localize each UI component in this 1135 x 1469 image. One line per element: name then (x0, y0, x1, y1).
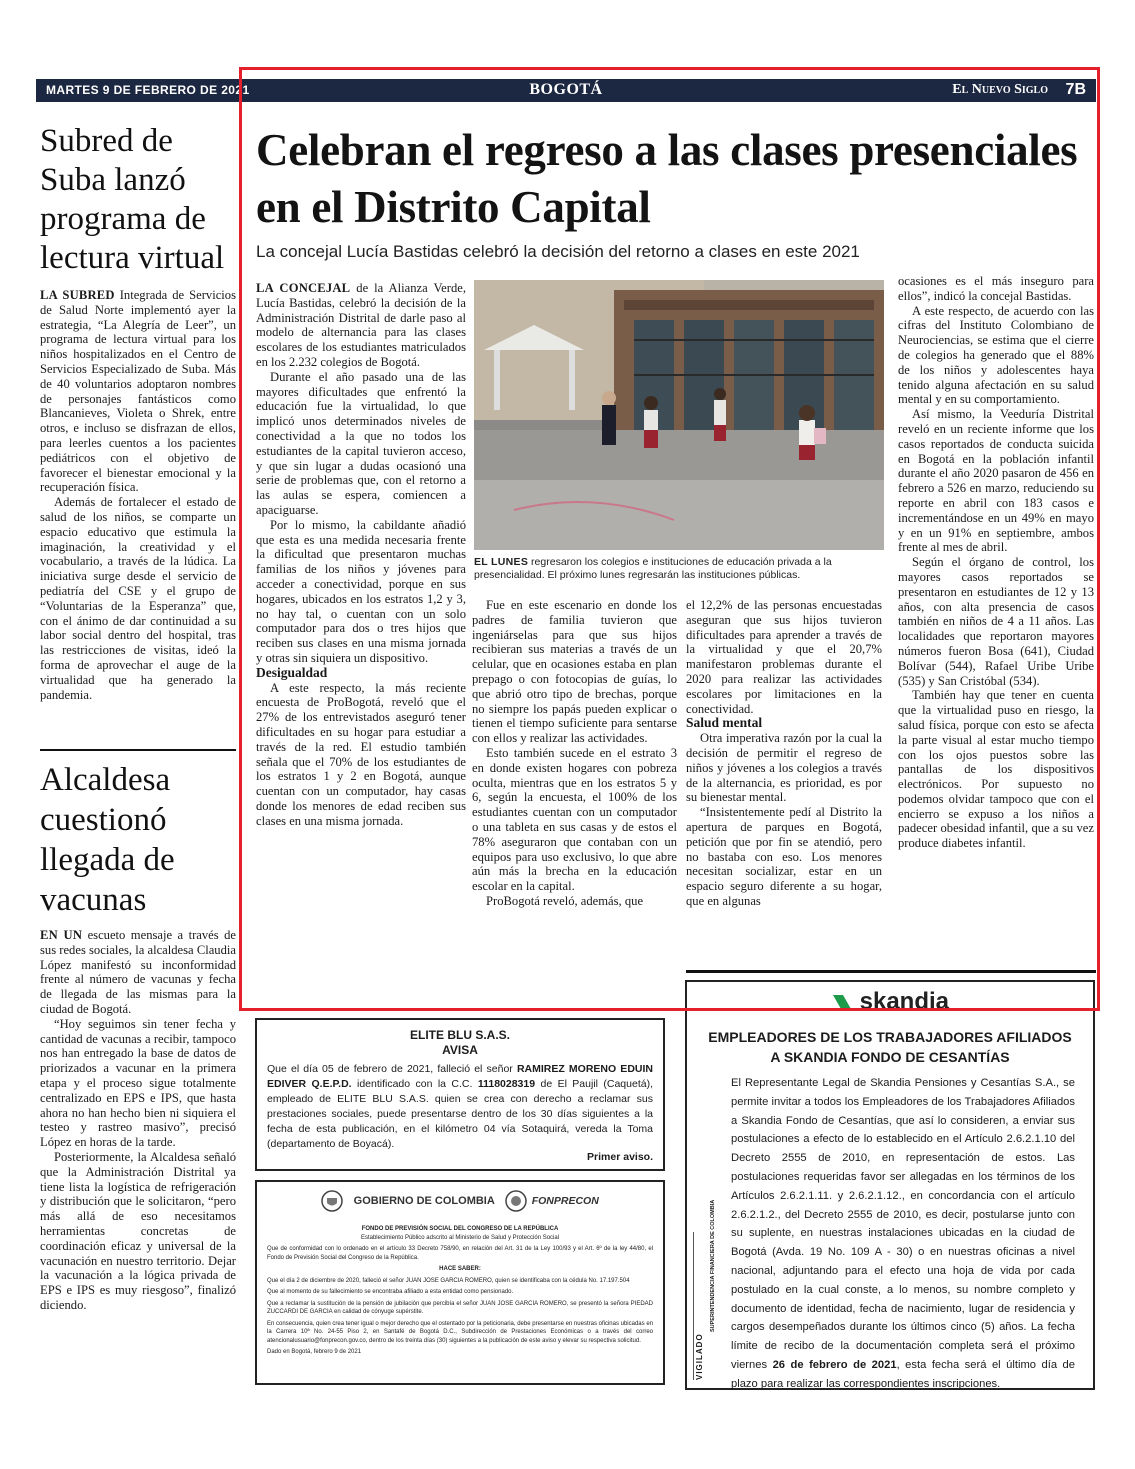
notice-text (731, 1074, 1075, 1394)
notice-elite-blu (255, 1018, 665, 1171)
paragraph: ProBogotá reveló, además, que (486, 893, 644, 908)
skandia-arrow-icon (831, 993, 853, 1011)
notice-paragraph: Que a reclamar la sustitución de la pensión de jubilación que percibía el señor JUAN JOSE GARCIA ROMERO, se presentó la señora PIEDAD ZUCCARDI DE GARCIA en calidad de cónyuge supérstite. (267, 1300, 653, 1315)
subheading-desigualdad: Desigualdad (256, 664, 328, 680)
logos-row (257, 1190, 663, 1222)
paragraph: Por lo mismo, la cabildante añadió que esta es una medida necesaria frente la dificultad que presentaron muchas familias de los niños y jóvenes para acceder a conectividad, porque en sus hogares, ubicados en los estratos 1,2 y 3, no hay tal, o cuentan con un solo computador para dos o tres hijos que reciben sus clases en una misma jornada y otras sin siquiera un dispositivo. (256, 517, 466, 665)
fonprecon-logo-text: FONPRECON (531, 1195, 599, 1207)
paragraph: Así mismo, la Veeduría Distrital reveló en un reciente informe que los casos reportados de conducta suicida en Bogotá en la población infantil durante el año 2020 pasaron de 456 en febrero a 526 en marzo, reduciendo su reporte en abril con 183 casos e incrementándose en un 49% en mayo y en un 91% en septiembre, ambos frente al mes de abril. (898, 407, 1094, 555)
newspaper-name: El Nuevo Siglo (952, 82, 1048, 97)
paragraph: A este respecto, de acuerdo con las cifras del Instituto Colombiano de Neurociencias, se estima que el cierre de colegios ha generado que el 88% de los niños y adolescentes haya tenido alguna afectación en su salud mental y en su comportamiento. (898, 303, 1094, 407)
text-part: de El Paujil (Caquetá), empleado de ELITE BLU S.A.S. quien se crea con derecho a reclamar sus prestaciones sociales, puede presentarse dentro de los 30 días siguientes a la fecha de esta publicación, en el kilómetro 04 vía Sotaquirá, vereda la Toma (departamento de Boyacá). (267, 1078, 653, 1150)
notice-skandia (685, 980, 1095, 1390)
section-name: BOGOTÁ (529, 81, 603, 98)
notice-paragraph: Que el día 2 de diciembre de 2020, falleció el señor JUAN JOSE GARCIA ROMERO, quien se identificaba con la cédula No. 17.197.504 (267, 1277, 630, 1284)
paragraph: escueto mensaje a través de sus redes sociales, la alcaldesa Claudia López manifestó su inconformidad frente al número de vacunas y fecha de llegada de las mismas para la ciudad de Bogotá. (40, 928, 236, 1016)
paragraph: Además de fortalecer el estado de salud de los niños, se comparte un espacio educativo que estimula la imaginación, la creatividad y el vocabulario, a través de la lúdica. La iniciativa surge desde el servicio de pediatría del CSE y el grupo de “Voluntarias de la Esperanza” que, con el ánimo de dar continuidad a su labor social dentro del hospital, tras las restricciones de visitas, ideó la forma de aprovechar el auge de la virtualidad que ha generado la pandemia. (40, 495, 236, 702)
notice-company: ELITE BLU S.A.S. (409, 1028, 510, 1042)
superintendencia-text: SUPERINTENDENCIA FINANCIERA DE COLOMBIA (710, 1199, 716, 1332)
notice-footer: Primer aviso. (587, 1151, 653, 1163)
notice-heading: EMPLEADORES DE LOS TRABAJADORES AFILIADOS A SKANDIA FONDO DE CESANTÍAS (708, 1029, 1072, 1065)
deceased-name: RAMIREZ MORENO EDUIN EDIVER Q.E.P.D. (267, 1063, 653, 1090)
main-column-3 (686, 598, 882, 958)
paragraph: A este respecto, la más reciente encuesta de ProBogotá, reveló que el 27% de los entrevistados aseguró tener dificultades en su hogar para estudiar a través de la red. El estudio también señala que el 70% de los estudiantes de los estratos 1 y 2 en Bogotá, aunque cuentan con un computador, hay casas donde los menores de edad reciben sus clases en una misma jornada. (256, 680, 466, 828)
caption-lead: EL LUNES (474, 556, 529, 568)
caption-text: regresaron los colegios e instituciones de educación privada a la presencialidad. El próximo lunes regresarán las instituciones públicas. (474, 556, 832, 581)
main-column-2 (472, 598, 677, 986)
page-header (36, 79, 1096, 102)
issue-date: MARTES 9 DE FEBRERO DE 2021 (46, 83, 250, 97)
page-number: 7B (1065, 81, 1086, 98)
story-lead: EN UN (40, 928, 83, 942)
paragraph: Durante el año pasado una de las mayores dificultades que enfrentó la educación fue la virtualidad, lo que implicó unos determinados niveles de conectividad a la que no todos los estudiantes de la capital tuvieron acceso, y que sin lugar a dudas ocasionó una serie de problemas que, con el retorno a las aulas se espera, comiencen a apaciguarse. (256, 369, 466, 517)
story-title-subred: Subred de Suba lanzó programa de lectura virtual (40, 123, 225, 276)
paragraph: Esto también sucede en el estrato 3 en donde existen hogares con pobreza oculta, mientras que en los estratos 5 y 6, según la encuesta, el 100% de los estudiantes cuentan con un computador o una tableta en sus casas y de estos el 78% aseguraron que contaban con un equipos para uso exclusivo, lo que abre aún más la brecha en la educación escolar en la capital. (472, 745, 677, 894)
school-photo-illustration (474, 280, 884, 550)
fonprecon-emblem-icon (505, 1190, 527, 1212)
notice-hace-saber: HACE SABER: (439, 1266, 481, 1272)
notice-paragraph: Que de conformidad con lo ordenado en el artículo 33 Decreto 758/90, en relación del Art. 31 de la Ley 100/93 y el Art. 6º de la ley 44/80, el Fondo de Previsión Social del Congreso de la República. (267, 1246, 653, 1261)
story-body-alcaldesa (40, 928, 236, 1388)
main-subtitle: La concejal Lucía Bastidas celebró la decisión del retorno a clases en este 2021 (256, 242, 860, 261)
vigilado-mark (693, 1199, 718, 1380)
paragraph: Otra imperativa razón por la cual la decisión de permitir el regreso de niños y jóvenes a los colegios a través de la alternancia, es prioridad, es por su bienestar mental. (686, 731, 882, 805)
story-lead: LA CONCEJAL (256, 281, 351, 295)
skandia-logo (687, 988, 1093, 1016)
photo-caption (474, 556, 884, 582)
skandia-logo-text: skandia (859, 988, 950, 1015)
notice-heading: AVISA (442, 1043, 478, 1057)
vigilado-text: VIGILADO (695, 1333, 704, 1380)
notice-text (267, 1062, 653, 1152)
story-title-alcaldesa: Alcaldesa cuestionó llegada de vacunas (40, 762, 175, 918)
notice-paragraph: En consecuencia, quien crea tener igual o mejor derecho que el ostentado por la peticionaria, debe presentarse en nuestras oficinas ubicadas en la Carrera 10ª No. 24-55 Piso 2, en Santafé de Bogotá D.C., Subdirección de Prestaciones Económicas o a través del correo atencionalusuario@fonprecon.gov.co, dentro de los treinta días (30) siguientes a la publicación de este aviso y elevar su respectiva solicitud. (267, 1320, 653, 1344)
divider (40, 749, 236, 751)
text-part: identificado con la C.C. (351, 1078, 478, 1090)
text-part: Que el día 05 de febrero de 2021, falleció el señor (267, 1063, 517, 1075)
gov-logo-text: GOBIERNO DE COLOMBIA (353, 1195, 495, 1207)
main-column-4 (898, 274, 1094, 958)
paragraph: Posteriormente, la Alcaldesa señaló que la Administración Distrital ya tiene lista la logística de refrigeración y distribución que le solicitaron, “pero más allá de eso necesitamos herramientas concretas de coordinación eficaz y universal de la vacunación en nuestro territorio. Dejar la vacunación a la lógica privada de EPS e IPS es muy riesgoso”, finalizó diciendo. (40, 1149, 236, 1312)
divider (686, 970, 1096, 973)
subheading-salud-mental: Salud mental (686, 715, 763, 731)
paragraph: Según el órgano de control, los mayores casos reportados se presentaron en estudiantes de 12 y 13 años, con alta presencia de casos también en niños de 4 a 11 años. Las localidades que reportaron mayores números fueron Bosa (641), Ciudad Bolívar (544), Rafael Uribe Uribe (535) y San Cristóbal (534). (898, 555, 1094, 688)
main-column-1 (256, 281, 466, 989)
paragraph: “Insistentemente pedí al Distrito la apertura de parques en Bogotá, petición que por fin se atendió, pero no bastaba con eso. Los menores necesitan socializar, estar en un espacio seguro diferente a su hogar, que en algunas (686, 805, 882, 908)
paragraph: “Hoy seguimos sin tener fecha y cantidad de vacunas a recibir, tampoco nos han entregado la base de datos de priorizados a vacunar en la primera etapa y el proceso sigue totalmente centralizado en EPS e IPS, que hasta ahora no han hecho bien ni siquiera el testeo y rastreo masivo”, precisó López en horas de la tarde. (40, 1016, 236, 1150)
org-name: FONDO DE PREVISIÓN SOCIAL DEL CONGRESO DE LA REPÚBLICA (361, 1226, 559, 1232)
coat-of-arms-icon (321, 1190, 343, 1212)
org-subtitle: Establecimiento Público adscrito al Ministerio de Salud y Protección Social (360, 1234, 560, 1241)
text-part: El Representante Legal de Skandia Pensiones y Cesantías S.A., se permite invitar a todos los Empleadores de los Trabajadores Afiliados a Skandia Fondo de Cesantías, que así lo consideren, a enviar sus postulaciones a efecto de lo establecido en el Artículo 2.6.2.1.10 del Decreto 2555 de 2010, en representación de estos. Las postulaciones requeridas favor ser allegadas en los términos de los Artículos 2.6.2.1.11. y 2.6.2.1.12., en concordancia con el artículo 2.6.2.1.2., del Decreto 2555 de 2010, es decir, postularse junto con su suplente, en nuestras instalaciones ubicadas en la ciudad de Bogotá (Avda. 19 No. 109 A - 30) o en nuestras oficinas a nivel nacional, adjuntando para el efecto una hoja de vida por cada postulado en la cual conste, a lo menos, su nombre completo y documento de identidad, fecha de nacimiento, lugar de residencia y cargos desempeñados durante los últimos cinco (5) años. La fecha límite de recibo de la documentación completa será el próximo viernes (731, 1077, 1075, 1371)
deadline-date: 26 de febrero de 2021 (772, 1358, 897, 1371)
notice-date: Dado en Bogotá, febrero 9 de 2021 (267, 1349, 362, 1355)
notice-fonprecon (255, 1180, 665, 1385)
story-lead: LA SUBRED (40, 288, 115, 302)
text-part: , esta fecha será el último día de plazo para realizar las correspondientes inscripciones. (731, 1358, 1075, 1390)
main-headline: Celebran el regreso a las clases presenciales en el Distrito Capital (256, 125, 1078, 232)
id-number: 1118028319 (477, 1078, 536, 1090)
paragraph: Fue en este escenario en donde los padres de familia tuvieron que ingeniárselas para que sus hijos recibieran sus materias a través de un celular, que en ocasiones estaba en plan prepago o con fotocopias de guías, lo que abrió otro tipo de brechas, porque no siempre los papás pueden explicar o tienen el tiempo suficiente para sentarse con ellos y realizar las actividades. (472, 598, 677, 746)
school-photo (474, 280, 884, 550)
notice-paragraph: Que al momento de su fallecimiento se encontraba afiliado a esta entidad como pensionado. (267, 1289, 514, 1295)
paragraph: También hay que tener en cuenta que la virtualidad puso en riesgo, la salud física, porque con esto se afecta la parte visual al estar mucho tiempo con los ojos puestos sobre las pantallas de los dispositivos electrónicos. Por supuesto no podemos olvidar tampoco que con el encierro se expuso a los niños a padecer obesidad infantil, que a su vez produce diabetes infantil. (898, 688, 1094, 851)
paragraph: de la Alianza Verde, Lucía Bastidas, celebró la decisión de la Administración Distrital de darle paso al modelo de alternancia para las clases escolares de los estudiantes matriculados en los 2.232 colegios de Bogotá. (256, 281, 466, 369)
paragraph: el 12,2% de las personas encuestadas aseguran que sus hijos tuvieron dificultades para aprender a través de la virtualidad y que el 20,7% manifestaron problemas durante el 2020 para realizar las actividades escolares por limitaciones en la conectividad. (686, 598, 882, 716)
story-body-subred (40, 288, 236, 748)
paragraph: ocasiones es el más inseguro para ellos”, indicó la concejal Bastidas. (898, 274, 1094, 303)
paragraph: Integrada de Servicios de Salud Norte implementó ayer la estrategia, “La Alegría de Leer”, un programa de lectura virtual para los niños hospitalizados en el Centro de Servicios Especializado de Suba. Más de 40 voluntarios adoptaron nombres de personajes fantásticos como Blancanieves, Violeta o Shrek, entre otros, e incluso se disfrazan de ellos, para leerles cuentos a los pacientes pediátricos con el objetivo de favorecer el bienestar emocional y la recuperación física. (40, 288, 236, 495)
